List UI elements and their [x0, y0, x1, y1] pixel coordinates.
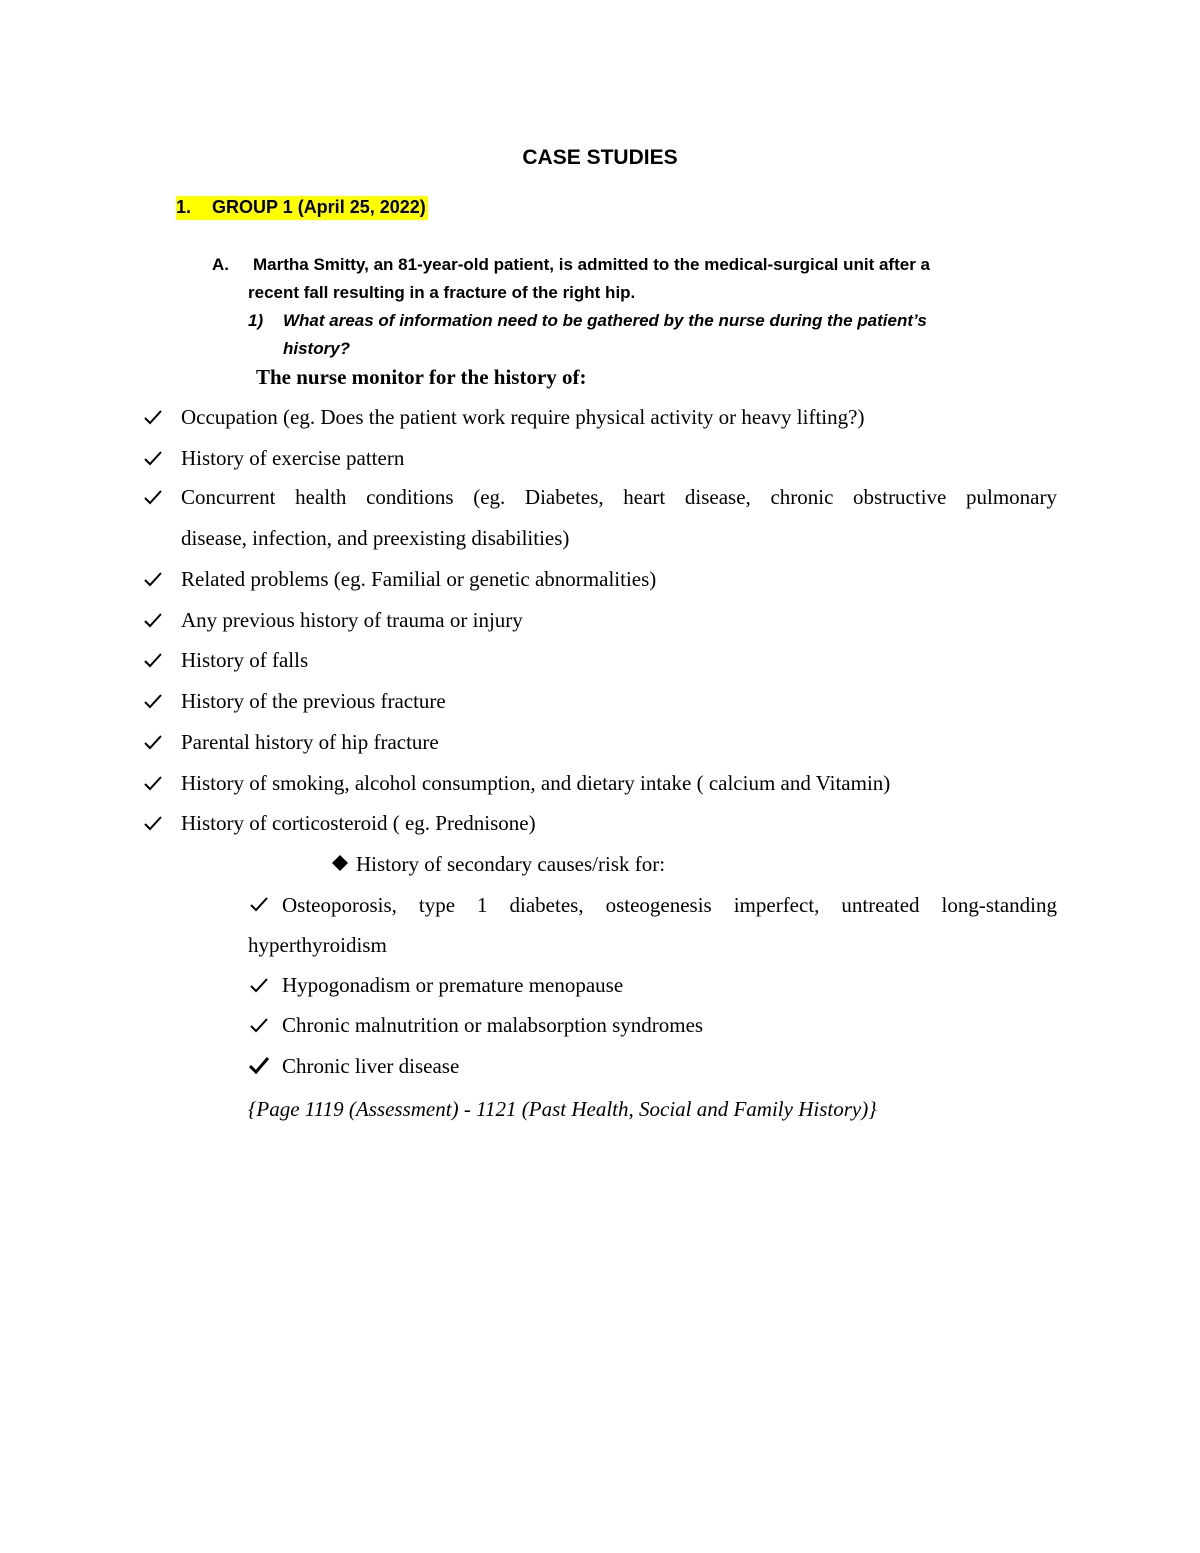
history-item: Concurrent health conditions (eg. Diabetes, heart disease, chronic obstructive pulmonary: [181, 485, 1057, 509]
checkmark-icon: [144, 489, 162, 506]
question-text-line: What areas of information need to be gathered by the nurse during the patient’s: [283, 311, 927, 330]
history-item: History of corticosteroid ( eg. Prednisone): [181, 811, 536, 835]
secondary-item: Chronic malnutrition or malabsorption syndromes: [282, 1013, 704, 1037]
checkmark-icon: [144, 450, 162, 467]
secondary-item: Hypogonadism or premature menopause: [282, 973, 624, 997]
checkmark-icon: [250, 977, 268, 994]
scenario-letter: A.: [212, 255, 229, 274]
diamond-icon: [332, 855, 348, 871]
history-item: History of the previous fracture: [181, 689, 446, 713]
scenario-text-line: recent fall resulting in a fracture of the right hip.: [248, 283, 636, 302]
checkmark-icon: [144, 652, 162, 669]
history-item-continuation: disease, infection, and preexisting disabilities): [181, 526, 570, 550]
history-item: History of falls: [181, 648, 309, 672]
checkmark-icon: [144, 612, 162, 629]
history-item: Parental history of hip fracture: [181, 730, 439, 754]
history-item: Related problems (eg. Familial or genetic abnormalities): [181, 567, 657, 591]
scenario-text-line: Martha Smitty, an 81-year-old patient, is admitted to the medical-surgical unit after a: [253, 255, 930, 274]
page-reference: {Page 1119 (Assessment) - 1121 (Past Health, Social and Family History)}: [248, 1097, 877, 1121]
history-item: History of smoking, alcohol consumption, and dietary intake ( calcium and Vitamin): [181, 771, 891, 795]
group-label: GROUP 1 (April 25, 2022): [212, 197, 426, 217]
checkmark-icon: [144, 409, 162, 426]
checkmark-icon: [144, 734, 162, 751]
checkmark-icon: [144, 693, 162, 710]
history-item: Any previous history of trauma or injury: [181, 608, 523, 632]
checkmark-icon: [250, 896, 268, 913]
question-text-line: history?: [283, 339, 351, 358]
secondary-item: Chronic liver disease: [282, 1054, 460, 1078]
group-heading: [176, 196, 428, 220]
monitor-heading: The nurse monitor for the history of:: [256, 365, 587, 389]
history-item: Occupation (eg. Does the patient work require physical activity or heavy lifting?): [181, 405, 865, 429]
question-number: 1): [248, 311, 264, 330]
secondary-item-continuation: hyperthyroidism: [248, 933, 387, 957]
checkmark-icon: [144, 571, 162, 588]
page-title: CASE STUDIES: [522, 146, 678, 169]
secondary-item: Osteoporosis, type 1 diabetes, osteogenesis imperfect, untreated long-standing: [282, 893, 1057, 917]
secondary-heading: History of secondary causes/risk for:: [356, 852, 666, 876]
checkmark-icon: [249, 1057, 267, 1074]
history-item: History of exercise pattern: [181, 446, 405, 470]
group-number: 1.: [176, 197, 192, 217]
checkmark-icon: [250, 1017, 268, 1034]
checkmark-icon: [144, 815, 162, 832]
checkmark-icon: [144, 775, 162, 792]
